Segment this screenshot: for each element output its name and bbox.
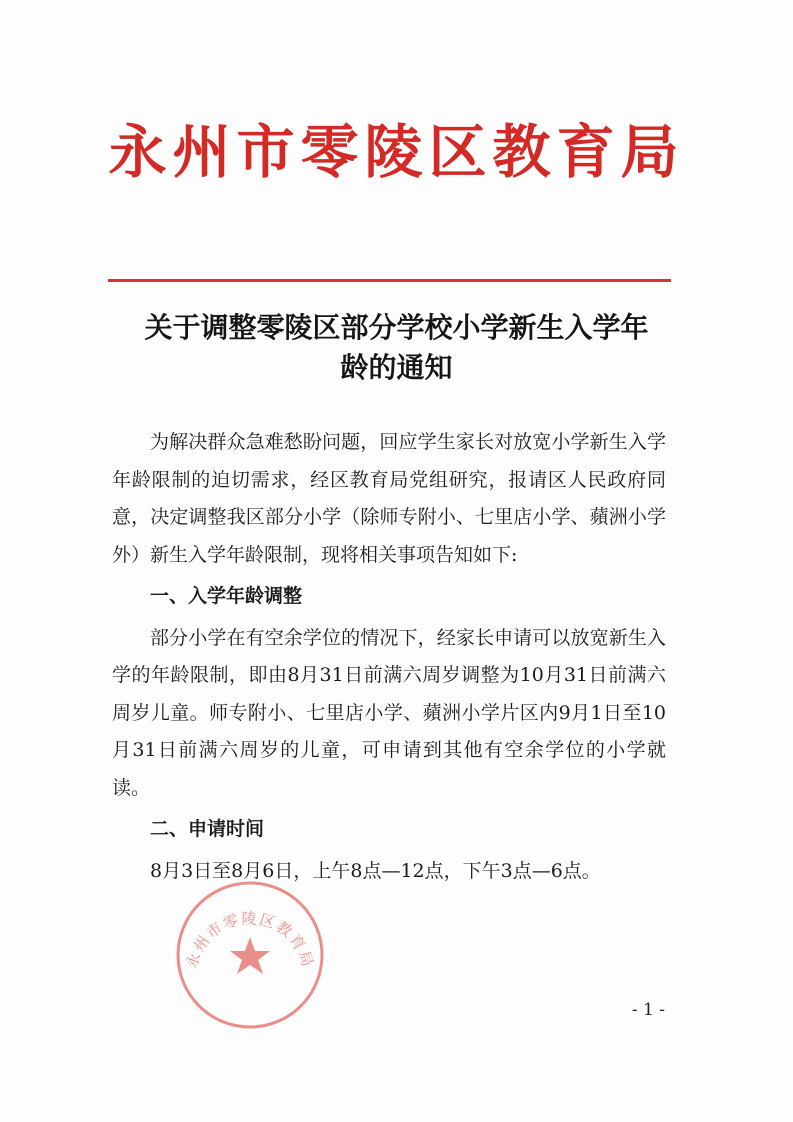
section-body-age-adjustment: 部分小学在有空余学位的情况下，经家长申请可以放宽新生入学的年龄限制，即由8月31日前满六周岁调整为10月31日前满六周岁儿童。师专附小、七里店小学、蘋洲小学片区内9月1日至10月31日前满六周岁的儿童，可申请到其他有空余学位的小学就读。 <box>112 626 666 799</box>
official-seal-stamp <box>170 875 330 1035</box>
section-body-application-time: 8月3日至8月6日，上午8点—12点，下午3点—6点。 <box>150 859 601 882</box>
section-heading-age-adjustment: 一、入学年龄调整 <box>150 585 303 607</box>
seal-star-icon <box>230 937 270 974</box>
section-heading-application-time: 二、申请时间 <box>150 818 265 840</box>
agency-letterhead: 永州市零陵区教育局 <box>108 118 685 186</box>
title-line-2: 龄的通知 <box>340 351 453 384</box>
intro-paragraph: 为解决群众急难愁盼问题，回应学生家长对放宽小学新生入学年龄限制的迫切需求，经区教育局党组研究，报请区人民政府同意，决定调整我区部分小学（除师专附小、七里店小学、蘋洲小学外）新生入学年龄限制，现将相关事项告知如下: <box>112 431 666 566</box>
title-line-1: 关于调整零陵区部分学校小学新生入学年 <box>144 311 649 344</box>
document-body <box>112 424 666 890</box>
document-title <box>100 308 693 388</box>
page-number: - 1 - <box>631 1000 665 1020</box>
red-divider-line <box>108 279 671 282</box>
svg-text:永州市零陵区教育局: 永州市零陵区教育局 <box>182 909 318 971</box>
